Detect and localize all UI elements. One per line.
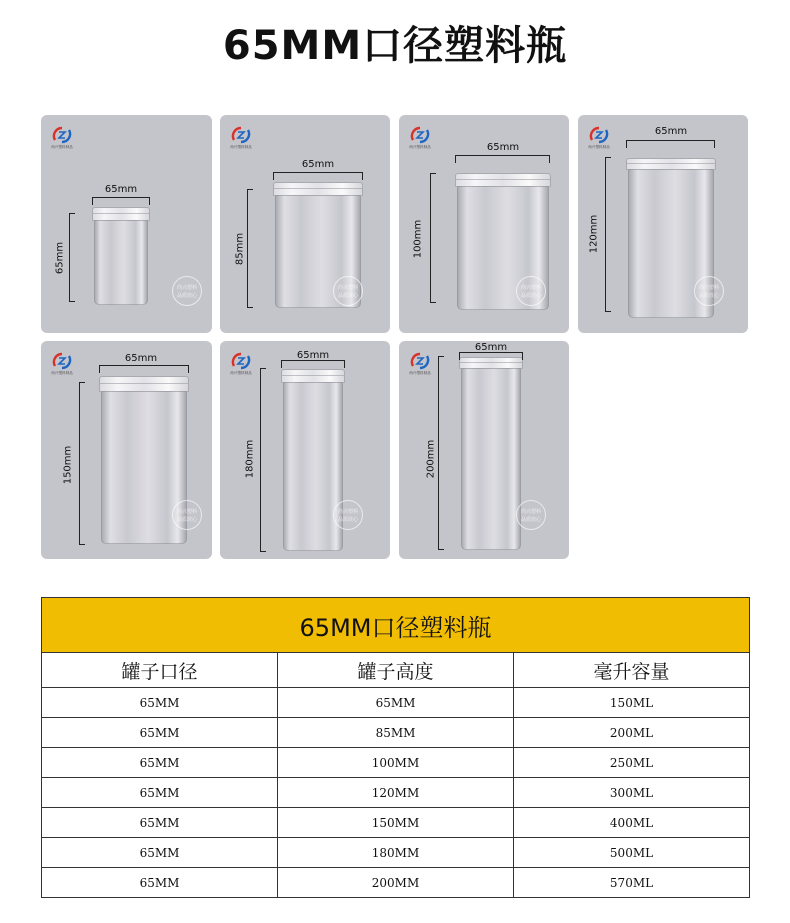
watermark-stamp: 尚兴塑料 品质放心	[172, 276, 202, 306]
height-label: 150mm	[62, 445, 74, 485]
brand-logo-icon	[230, 352, 252, 370]
table-row	[42, 868, 750, 898]
width-label: 65mm	[104, 184, 138, 195]
brand-logo-text: 尚兴塑料制品	[409, 144, 431, 149]
cell-capacity: 300ML	[514, 778, 750, 808]
width-dimension-line	[281, 360, 345, 368]
table-row	[42, 688, 750, 718]
width-dimension-line	[459, 352, 523, 360]
cell-capacity: 570ML	[514, 868, 750, 898]
product-card	[578, 115, 748, 333]
jar-lid	[455, 173, 551, 187]
height-dimension-line	[247, 189, 253, 308]
table-caption-row	[42, 598, 750, 653]
brand-logo	[229, 352, 253, 376]
cell-capacity: 500ML	[514, 838, 750, 868]
brand-logo-icon	[588, 126, 610, 144]
height-dimension-line	[605, 157, 611, 312]
width-label: 65mm	[486, 142, 520, 153]
cell-diameter: 65MM	[42, 718, 278, 748]
height-dimension-line	[260, 368, 266, 552]
product-card	[220, 341, 390, 559]
cell-height: 100MM	[278, 748, 514, 778]
jar-body	[283, 382, 343, 551]
width-dimension-line	[455, 155, 550, 163]
cell-height: 85MM	[278, 718, 514, 748]
width-label: 65mm	[124, 353, 158, 364]
brand-logo-text: 尚兴塑料制品	[51, 144, 73, 149]
width-label: 65mm	[474, 342, 508, 353]
brand-logo-icon	[409, 352, 431, 370]
table-row	[42, 778, 750, 808]
brand-logo-icon	[409, 126, 431, 144]
height-label: 200mm	[425, 439, 437, 479]
cell-height: 120MM	[278, 778, 514, 808]
product-card	[41, 115, 212, 333]
jar-lid	[273, 182, 363, 196]
jar-lid	[281, 369, 345, 383]
watermark-stamp: 尚兴塑料 品质放心	[172, 500, 202, 530]
cell-diameter: 65MM	[42, 868, 278, 898]
cell-capacity: 400ML	[514, 808, 750, 838]
brand-logo	[408, 126, 432, 150]
column-header-height: 罐子高度	[278, 653, 514, 688]
brand-logo	[408, 352, 432, 376]
watermark-stamp: 尚兴塑料 品质放心	[694, 276, 724, 306]
brand-logo	[229, 126, 253, 150]
brand-logo	[50, 352, 74, 376]
width-label: 65mm	[301, 159, 335, 170]
cell-diameter: 65MM	[42, 688, 278, 718]
table-row	[42, 838, 750, 868]
cell-capacity: 150ML	[514, 688, 750, 718]
brand-logo	[50, 126, 74, 150]
table-row	[42, 748, 750, 778]
jar-photo	[92, 207, 150, 305]
brand-logo-text: 尚兴塑料制品	[588, 144, 610, 149]
table-row	[42, 718, 750, 748]
product-card	[399, 341, 569, 559]
column-header-capacity: 毫升容量	[514, 653, 750, 688]
width-dimension-line	[99, 365, 189, 373]
spec-table	[41, 597, 750, 898]
watermark-stamp: 尚兴塑料 品质放心	[516, 500, 546, 530]
width-dimension-line	[626, 140, 715, 148]
jar-body	[461, 368, 521, 550]
cell-diameter: 65MM	[42, 808, 278, 838]
cell-capacity: 200ML	[514, 718, 750, 748]
brand-logo-icon	[230, 126, 252, 144]
cell-diameter: 65MM	[42, 838, 278, 868]
column-header-diameter: 罐子口径	[42, 653, 278, 688]
height-dimension-line	[430, 173, 436, 303]
height-dimension-line	[438, 356, 444, 550]
brand-logo-text: 尚兴塑料制品	[409, 370, 431, 375]
cell-diameter: 65MM	[42, 748, 278, 778]
width-dimension-line	[273, 172, 363, 180]
brand-logo-text: 尚兴塑料制品	[51, 370, 73, 375]
jar-photo	[459, 357, 523, 550]
product-card	[220, 115, 390, 333]
product-card	[41, 341, 212, 559]
brand-logo	[587, 126, 611, 150]
cell-height: 150MM	[278, 808, 514, 838]
jar-lid	[92, 207, 150, 221]
width-label: 65mm	[296, 350, 330, 361]
cell-diameter: 65MM	[42, 778, 278, 808]
height-label: 65mm	[54, 241, 66, 275]
cell-height: 65MM	[278, 688, 514, 718]
cell-capacity: 250ML	[514, 748, 750, 778]
table-header-row	[42, 653, 750, 688]
brand-logo-icon	[51, 352, 73, 370]
cell-height: 200MM	[278, 868, 514, 898]
height-dimension-line	[79, 382, 85, 545]
brand-logo-text: 尚兴塑料制品	[230, 370, 252, 375]
jar-lid	[99, 376, 189, 392]
height-label: 100mm	[412, 219, 424, 259]
watermark-stamp: 尚兴塑料 品质放心	[333, 500, 363, 530]
brand-logo-icon	[51, 126, 73, 144]
watermark-stamp: 尚兴塑料 品质放心	[333, 276, 363, 306]
table-caption: 65MM口径塑料瓶	[42, 598, 750, 653]
watermark-stamp: 尚兴塑料 品质放心	[516, 276, 546, 306]
product-card	[399, 115, 569, 333]
height-label: 120mm	[588, 214, 600, 254]
brand-logo-text: 尚兴塑料制品	[230, 144, 252, 149]
height-label: 85mm	[234, 232, 246, 266]
page-title: 65MM口径塑料瓶	[222, 23, 568, 69]
width-label: 65mm	[654, 126, 688, 137]
table-row	[42, 808, 750, 838]
height-dimension-line	[69, 213, 75, 302]
jar-body	[94, 220, 148, 305]
width-dimension-line	[92, 197, 150, 205]
cell-height: 180MM	[278, 838, 514, 868]
height-label: 180mm	[244, 439, 256, 479]
